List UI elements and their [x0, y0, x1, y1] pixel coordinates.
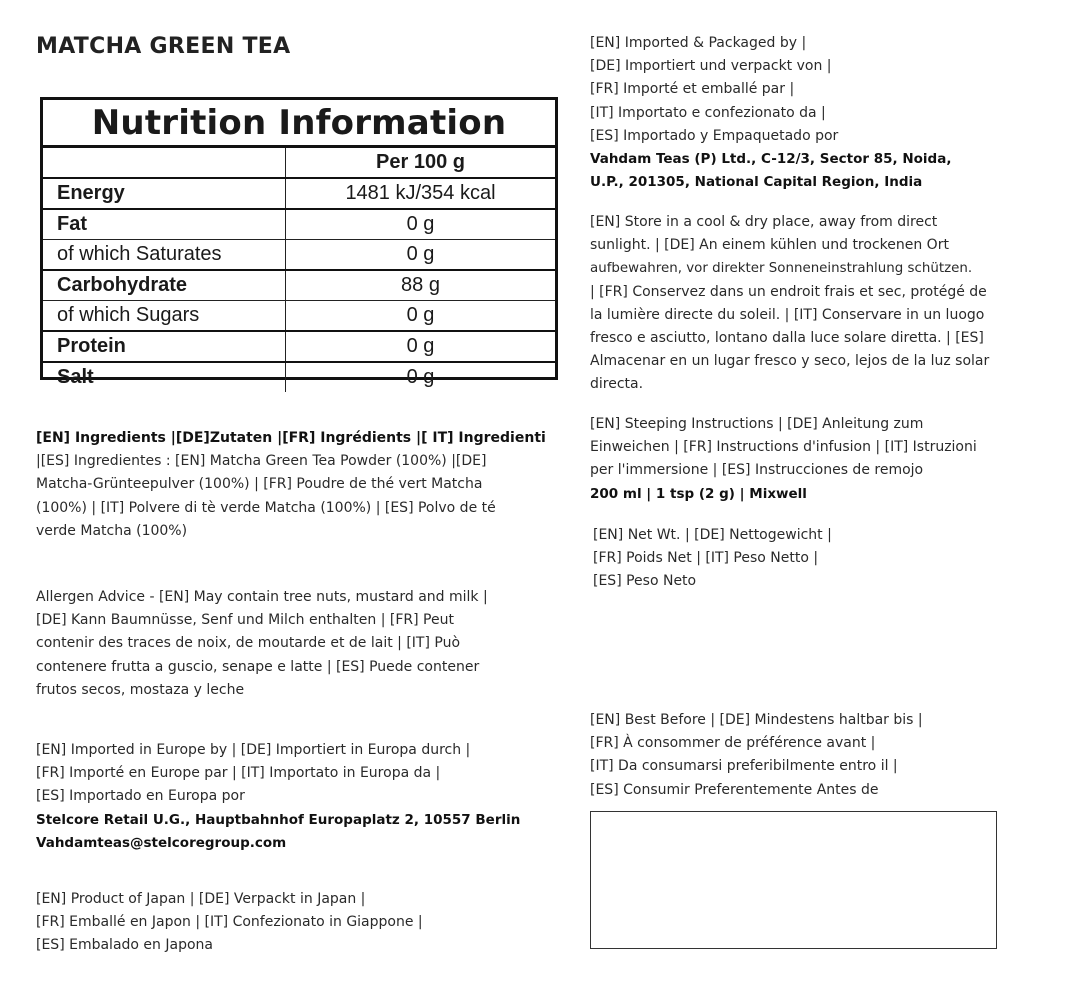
origin-line: [EN] Product of Japan | [DE] Verpackt in Japan |	[36, 891, 366, 907]
nutrition-column-header: Per 100 g	[376, 151, 465, 173]
nutrition-value: 0 g	[406, 213, 435, 235]
packaged-by-line: [IT] Importato e confezionato da |	[590, 104, 826, 121]
importer-email: Vahdamteas@stelcoregroup.com	[36, 834, 287, 851]
ingredients-block	[36, 427, 546, 543]
ingredients-line: [EN] Ingredients |[DE]Zutaten |[FR] Ingrédients |[ IT] Ingredienti	[36, 430, 546, 446]
origin-line: [ES] Embalado en Japona	[36, 937, 213, 954]
steeping-block	[590, 413, 977, 506]
steeping-line: [EN] Steeping Instructions | [DE] Anleitung zum	[590, 416, 924, 432]
allergen-line: [DE] Kann Baumnüsse, Senf und Milch enthalten | [FR] Peut	[36, 612, 454, 629]
storage-line: Almacenar en un lugar fresco y seco, lejos de la luz solar	[590, 353, 990, 370]
steeping-detail: 200 ml | 1 tsp (2 g) | Mixwell	[590, 485, 807, 502]
nutrition-label: Fat	[43, 210, 286, 239]
best-before-date-box	[590, 811, 997, 949]
importer-address: Stelcore Retail U.G., Hauptbahnhof Europaplatz 2, 10557 Berlin	[36, 811, 521, 828]
nutrition-row	[43, 210, 555, 240]
nutrition-label: of which Sugars	[43, 301, 286, 330]
ingredients-line: Matcha-Grünteepulver (100%) | [FR] Poudre de thé vert Matcha	[36, 476, 483, 493]
nutrition-table	[40, 97, 558, 388]
packaged-by-line: [ES] Importado y Empaquetado por	[590, 127, 839, 144]
allergen-line: contenir des traces de noix, de moutarde et de lait | [IT] Può	[36, 635, 461, 652]
storage-block	[590, 211, 989, 397]
net-weight-line: [ES] Peso Neto	[593, 573, 697, 590]
packager-address: Vahdam Teas (P) Ltd., C-12/3, Sector 85, Noida,	[590, 151, 952, 168]
nutrition-header-row	[43, 148, 555, 179]
storage-line: | [FR] Conservez dans un endroit frais et sec, protégé de	[590, 283, 987, 300]
allergen-block	[36, 586, 488, 702]
packaged-by-line: [DE] Importiert und verpackt von |	[590, 58, 832, 75]
nutrition-row	[43, 240, 555, 271]
allergen-line: contenere frutta a guscio, senape e latte | [ES] Puede contener	[36, 658, 480, 675]
allergen-line: Allergen Advice - [EN] May contain tree nuts, mustard and milk |	[36, 589, 488, 605]
nutrition-label: Carbohydrate	[43, 271, 286, 300]
nutrition-value: 0 g	[406, 304, 435, 326]
net-weight-line: [FR] Poids Net | [IT] Peso Netto |	[593, 550, 819, 567]
ingredients-line: verde Matcha (100%)	[36, 522, 188, 539]
steeping-line: Einweichen | [FR] Instructions d'infusion | [IT] Istruzioni	[590, 439, 977, 456]
best-before-line: [FR] À consommer de préférence avant |	[590, 735, 876, 752]
nutrition-row	[43, 363, 555, 392]
best-before-line: [IT] Da consumarsi preferibilmente entro il |	[590, 758, 898, 775]
ingredients-line: (100%) | [IT] Polvere di tè verde Matcha (100%) | [ES] Polvo de té	[36, 499, 496, 516]
nutrition-row	[43, 301, 555, 332]
imported-europe-block	[36, 739, 520, 855]
imported-europe-line: [FR] Importé en Europe par | [IT] Importato in Europa da |	[36, 765, 441, 782]
nutrition-value: 0 g	[406, 335, 435, 357]
allergen-line: frutos secos, mostaza y leche	[36, 681, 245, 698]
nutrition-value: 88 g	[401, 274, 440, 296]
storage-line: sunlight. | [DE] An einem kühlen und trockenen Ort	[590, 237, 949, 254]
nutrition-row	[43, 332, 555, 363]
nutrition-label: Salt	[43, 363, 286, 392]
best-before-line: [ES] Consumir Preferentemente Antes de	[590, 781, 879, 798]
origin-block	[36, 888, 423, 958]
net-weight-line: [EN] Net Wt. | [DE] Nettogewicht |	[593, 527, 832, 543]
imported-europe-line: [ES] Importado en Europa por	[36, 788, 245, 805]
storage-line: directa.	[590, 376, 644, 393]
ingredients-line: |[ES] Ingredientes : [EN] Matcha Green Tea Powder (100%) |[DE]	[36, 453, 487, 470]
nutrition-label: Energy	[43, 179, 286, 208]
nutrition-label: Protein	[43, 332, 286, 361]
nutrition-value: 0 g	[406, 243, 435, 265]
nutrition-value: 1481 kJ/354 kcal	[345, 182, 496, 204]
nutrition-label: of which Saturates	[43, 240, 286, 269]
storage-line: fresco e asciutto, lontano dalla luce solare diretta. | [ES]	[590, 330, 984, 347]
nutrition-heading: Nutrition Information	[43, 100, 555, 148]
origin-line: [FR] Emballé en Japon | [IT] Confezionato in Giappone |	[36, 914, 423, 931]
imported-europe-line: [EN] Imported in Europe by | [DE] Importiert in Europa durch |	[36, 742, 471, 758]
best-before-block	[590, 709, 923, 802]
packaged-by-block	[590, 32, 951, 194]
nutrition-value: 0 g	[406, 366, 435, 388]
packaged-by-line: [FR] Importé et emballé par |	[590, 81, 795, 98]
packager-address: U.P., 201305, National Capital Region, India	[590, 174, 923, 191]
storage-line: [EN] Store in a cool & dry place, away from direct	[590, 214, 938, 230]
steeping-line: per l'immersione | [ES] Instrucciones de remojo	[590, 462, 924, 479]
storage-line: aufbewahren, vor direkter Sonneneinstrahlung schützen.	[590, 261, 973, 277]
packaged-by-line: [EN] Imported & Packaged by |	[590, 35, 807, 51]
product-title: MATCHA GREEN TEA	[36, 34, 291, 59]
storage-line: la lumière directe du soleil. | [IT] Conservare in un luogo	[590, 306, 985, 323]
net-weight-block	[593, 524, 832, 594]
nutrition-row	[43, 271, 555, 301]
best-before-line: [EN] Best Before | [DE] Mindestens haltbar bis |	[590, 712, 923, 728]
nutrition-row	[43, 179, 555, 210]
